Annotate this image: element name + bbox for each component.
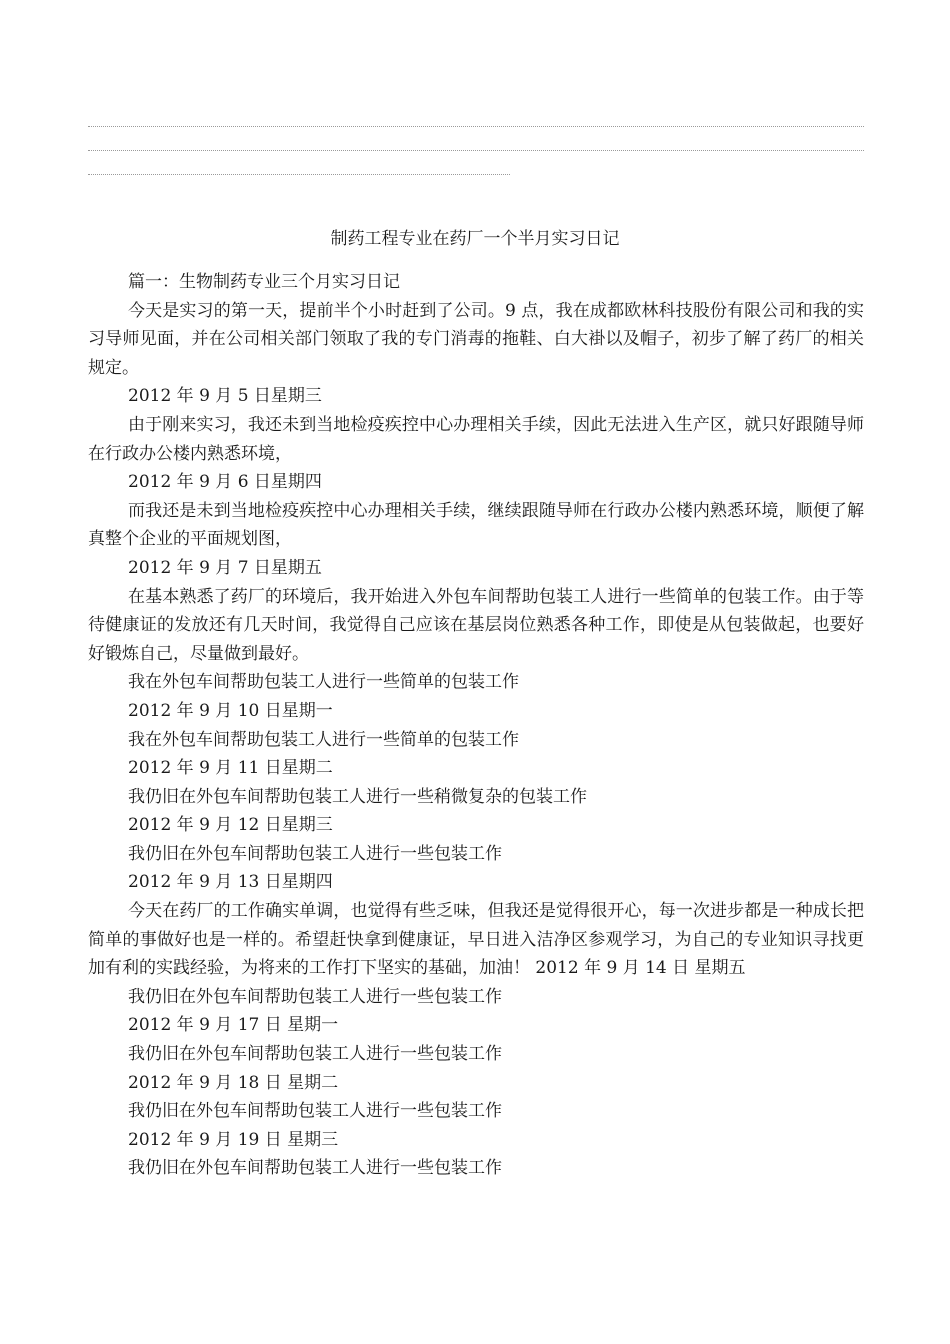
paragraph: 我在外包车间帮助包装工人进行一些简单的包装工作 bbox=[128, 729, 519, 750]
date-line: 2012 年 9 月 6 日星期四 bbox=[128, 472, 322, 493]
date-line: 2012 年 9 月 11 日星期二 bbox=[128, 758, 333, 779]
date-line: 2012 年 9 月 5 日星期三 bbox=[128, 386, 322, 407]
paragraph: 今天是实习的第一天，提前半个小时赶到了公司。9 点，我在成都欧林科技股份有限公司和我的实习导师见面，并在公司相关部门领取了我的专门消毒的拖鞋、白大褂以及帽子，初步了解了药厂的相关规定。 bbox=[88, 300, 864, 378]
paragraph: 今天在药厂的工作确实单调，也觉得有些乏味，但我还是觉得很开心，每一次进步都是一种成长把简单的事做好也是一样的。希望赶快拿到健康证，早日进入洁净区参观学习，为自己的专业知识寻找更加有利的实践经验，为将来的工作打下坚实的基础，加油！ 2012 年 9 月 14 日 星期五 bbox=[88, 901, 864, 979]
document-body bbox=[88, 268, 864, 1183]
section-heading: 篇一：生物制药专业三个月实习日记 bbox=[128, 272, 400, 292]
paragraph: 我仍旧在外包车间帮助包装工人进行一些包装工作 bbox=[128, 986, 502, 1007]
paragraph: 我仍旧在外包车间帮助包装工人进行一些包装工作 bbox=[128, 1158, 502, 1179]
date-line: 2012 年 9 月 13 日星期四 bbox=[128, 872, 333, 893]
paragraph: 我仍旧在外包车间帮助包装工人进行一些稍微复杂的包装工作 bbox=[128, 786, 587, 807]
dotted-rule bbox=[88, 174, 510, 175]
date-line: 2012 年 9 月 12 日星期三 bbox=[128, 815, 333, 836]
paragraph: 而我还是未到当地检疫疾控中心办理相关手续，继续跟随导师在行政办公楼内熟悉环境，顺便了解真整个企业的平面规划图， bbox=[88, 500, 864, 550]
date-line: 2012 年 9 月 17 日 星期一 bbox=[128, 1015, 339, 1036]
paragraph: 在基本熟悉了药厂的环境后，我开始进入外包车间帮助包装工人进行一些简单的包装工作。由于等待健康证的发放还有几天时间，我觉得自己应该在基层岗位熟悉各种工作，即使是从包装做起，也要好好锻炼自己，尽量做到最好。 bbox=[88, 586, 864, 664]
paragraph: 由于刚来实习，我还未到当地检疫疾控中心办理相关手续，因此无法进入生产区，就只好跟随导师在行政办公楼内熟悉环境， bbox=[88, 414, 864, 464]
paragraph: 我仍旧在外包车间帮助包装工人进行一些包装工作 bbox=[128, 1044, 502, 1065]
date-line: 2012 年 9 月 19 日 星期三 bbox=[128, 1129, 339, 1150]
dotted-rule bbox=[88, 126, 864, 127]
date-line: 2012 年 9 月 10 日星期一 bbox=[128, 700, 333, 721]
paragraph: 我仍旧在外包车间帮助包装工人进行一些包装工作 bbox=[128, 843, 502, 864]
paragraph: 我仍旧在外包车间帮助包装工人进行一些包装工作 bbox=[128, 1101, 502, 1122]
date-line: 2012 年 9 月 7 日星期五 bbox=[128, 557, 322, 578]
dotted-rule bbox=[88, 150, 864, 151]
document-title: 制药工程专业在药厂一个半月实习日记 bbox=[330, 229, 620, 249]
paragraph: 我在外包车间帮助包装工人进行一些简单的包装工作 bbox=[128, 672, 519, 693]
date-line: 2012 年 9 月 18 日 星期二 bbox=[128, 1072, 339, 1093]
